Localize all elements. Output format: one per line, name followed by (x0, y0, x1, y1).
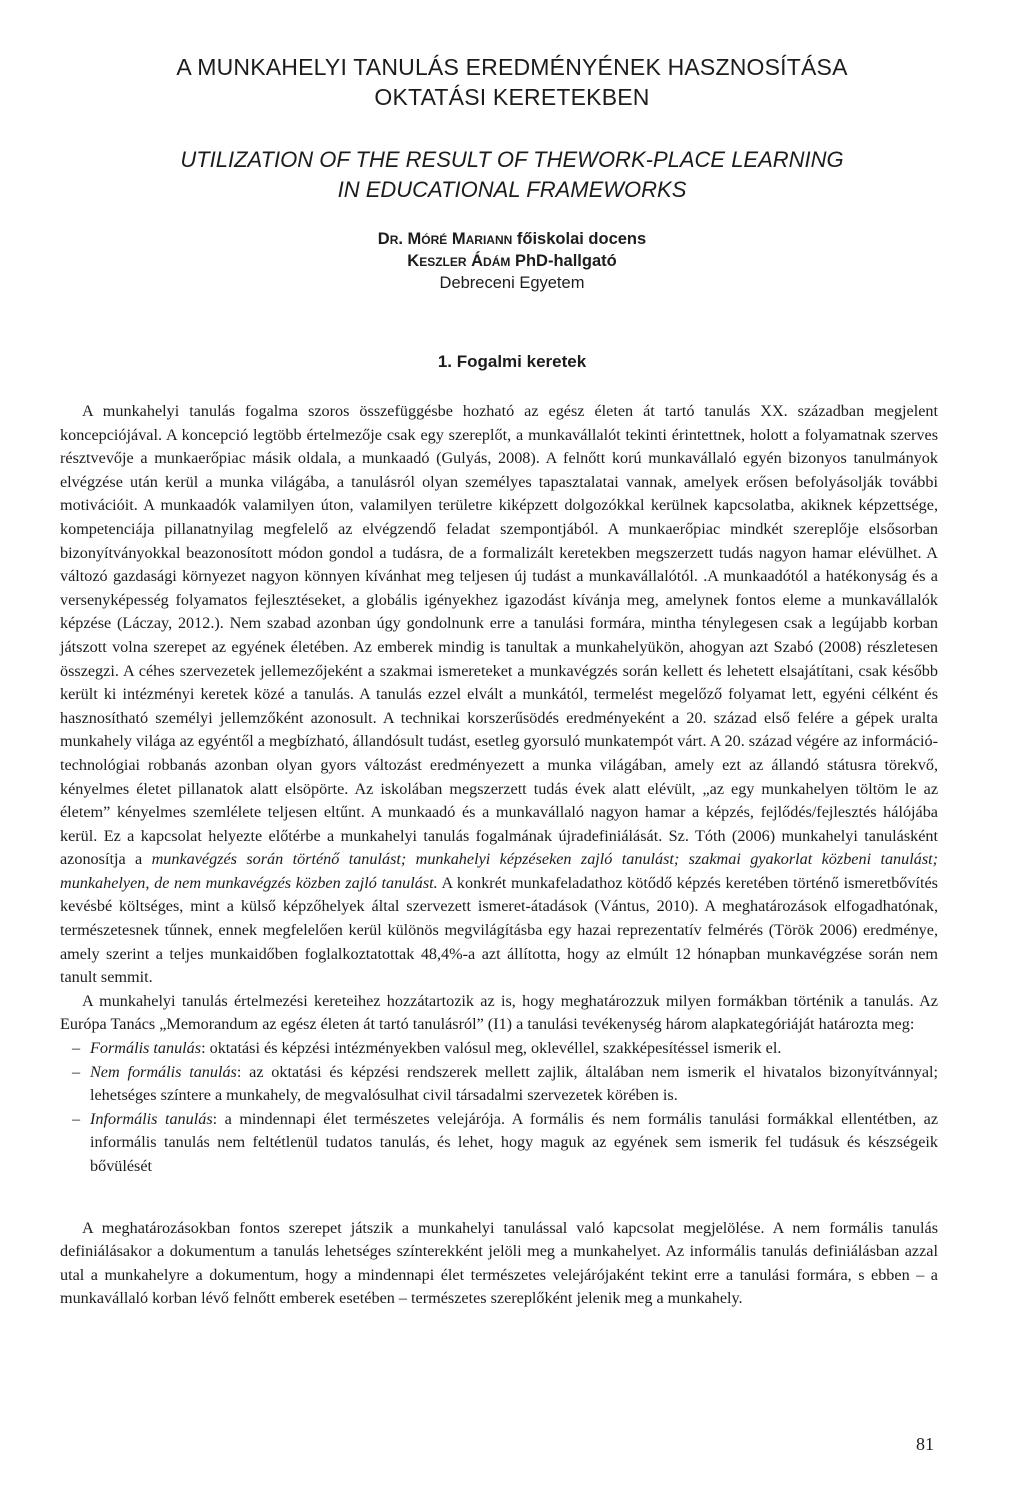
body-text (60, 400, 938, 1311)
paragraph-gap (60, 1179, 938, 1217)
paragraph-1-text: A munkahelyi tanulás fogalma szoros összefüggésbe hozható az egész életen át tartó tanulás XX. században megjelent koncepciójával. A koncepció legtöbb értelmezője csak egy szereplőt, a munkavállalót tekinti érintettnek, holott a folyamatnak szerves résztvevője a munkaerőpiac másik oldala, a munkaadó (Gulyás, 2008). A felnőtt korú munkavállaló egyén bizonyos tanulmányok elvégzése után kerül a munka világába, a tanulásról olyan személyes tapasztalatai vannak, amelyek erősen befolyásolják további motivációit. A munkaadók valamilyen úton, valamilyen területre kiképzett dolgozókkal kerülnek kapcsolatba, akiknek képzettsége, kompetenciája pillanatnyilag megfelelő az elvégzendő feladat szempontjából. A munkaerőpiac mindkét szereplője elsősorban bizonyítványokkal beazonosított módon gondol a tudásra, de a formalizált keretekben megszerzett tudás nagyon hamar elévülhet. A változó gazdasági környezet nagyon könnyen kívánhat meg teljesen új tudást a munkavállalótól. .A munkaadótól a hatékonyság és a versenyképesség folyamatos fejlesztéseket, a globális igényekhez igazodást kívánja meg, amelynek fontos eleme a munkavállalók képzése (Láczay, 2012.). Nem szabad azonban úgy gondolnunk erre a tanulási formára, mintha ténylegesen csak a legújabb korban játszott volna szerepet az egyének életében. Az emberek mindig is tanultak a munkahelyükön, ahogyan azt Szabó (2008) részletesen összegzi. A céhes szervezetek jellemezőjeként a szakmai ismereteket a munkavégzés során kellett és lehetett elsajátítani, csak később került ki intézményi keretek közé a tanulás. A tanulás ezzel elvált a munkától, termelést megelőző folyamat lett, egyéni célként és hasznosítható személyi jellemzőként azonosult. A technikai korszerűsödés eredményeként a 20. század első felére a gépek uralta munkahely világa az egyéntől a megbízható, állandósult tudást, esetleg gyorsuló munkatempót várt. A 20. század végére az információ-technológiai robbanás azonban olyan gyors változást eredményezett a munka világában, amely ezt az állandó státusra törekvő, kényelmes életet pillanatok alatt elsöpörte. Az iskolában megszerzett tudás évek alatt elévült, „az egy munkahelyen töltöm le az életem” kényelmes szemlélete teljesen eltűnt. A munkaadó és a munkavállaló nagyon hamar a képzés, fejlődés/fejlesztés hálójába kerül. Ez a kapcsolat helyezte előtérbe a munkahelyi tanulás fogalmának újradefiniálását. Sz. Tóth (2006) munkahelyi tanulásként azonosítja a (60, 402, 938, 869)
paragraph-1-italic: munkavégzés során történő tanulást; munkahelyi képzéseken zajló tanulást; szakmai gyakorlat közbeni tanulást; munkahelyen, de nem munkavégzés közben zajló tanulást. (60, 850, 939, 892)
definition-text: : az oktatási és képzési rendszerek mellett zajlik, általában nem ismerik el hivatalos bizonyítvánnyal; lehetséges színtere a munkahely, de megvalósulhat civil társadalmi szervezetek körében is. (90, 1062, 939, 1105)
title-english (90, 145, 934, 205)
paragraph-2: A munkahelyi tanulás értelmezési kereteihez hozzátartozik az is, hogy meghatározzuk milyen formákban történik a tanulás. Az Európa Tanács „Memorandum az egész életen át tartó tanulásról” (I1) a tanulási tevékenység három alapkategóriáját határozta meg: (60, 991, 938, 1034)
dash-bullet: – (72, 1109, 81, 1128)
author-1 (90, 228, 934, 250)
affiliation: Debreceni Egyetem (439, 274, 585, 292)
definition-list (60, 1037, 938, 1179)
title-hu-line-1: A MUNKAHELYI TANULÁS EREDMÉNYÉNEK HASZNOSÍTÁSA (176, 54, 848, 80)
title-hu-line-2: OKTATÁSI KERETEKBEN (374, 84, 650, 110)
paragraph-1-end: A konkrét munkafeladathoz kötődő képzés keretében történő ismeretbővítés kevésbé költséges, mint a külső képzőhelyek által szervezett ismeret-átadások (Vántus, 2010). A meghatározások elfogadhatónak, természetesnek tűnnek, ennek megfelelően kerül különös megvilágításba egy hazai reprezentatív felmérés (Török 2006) eredménye, amely szerint a teljes munkaidőben foglalkoztatottak 48,4%-a azt állította, hogy az elmúlt 12 hónapban munkavégzése során nem tanult semmit. (60, 873, 938, 987)
paragraph-1 (60, 400, 938, 990)
title-hungarian (90, 52, 934, 112)
definition-item (60, 1108, 938, 1179)
section-heading: 1. Fogalmi keretek (437, 352, 587, 371)
author-2-role: PhD-hallgató (514, 252, 617, 270)
definition-term: Formális tanulás (90, 1039, 202, 1058)
author-block (90, 228, 934, 294)
author-2 (90, 250, 934, 272)
definition-text: : oktatási és képzési intézményekben valósul meg, oklevéllel, szakképesítéssel ismerik el. (201, 1039, 782, 1058)
definition-term: Informális tanulás (90, 1109, 213, 1128)
definition-item (60, 1037, 938, 1061)
title-en-line-2: IN EDUCATIONAL FRAMEWORKS (337, 177, 687, 202)
paragraph-3: A meghatározásokban fontos szerepet játszik a munkahelyi tanulással való kapcsolat megjelölése. A nem formális tanulás definiálásakor a dokumentum a tanulás lehetséges színterekként jelöli meg a munkahelyet. Az informális tanulás definiálásban azzal utal a munkahelyre a dokumentum, hogy a mindennapi élet természetes velejárójaként tekint erre a tanulási formára, s ebben – a munkavállaló korban lévő felnőtt emberek esetében – természetes szereplőként jelenik meg a munkahely. (60, 1218, 938, 1308)
dash-bullet: – (72, 1062, 81, 1081)
author-1-role: főiskolai docens (516, 230, 647, 248)
page-number: 81 (916, 1434, 934, 1454)
definition-text: : a mindennapi élet természetes velejárója. A formális és nem formális tanulási formákkal ellentétben, az informális tanulás nem feltétlenül tudatos tanulás, és lehet, hogy maguk az egyének sem ismerik fel tudásuk és készségeik bővülését (90, 1109, 938, 1175)
author-2-name: Keszler Ádám (407, 252, 511, 270)
dash-bullet: – (72, 1039, 81, 1058)
author-1-name: Dr. Móré Mariann (377, 230, 513, 248)
definition-item (60, 1061, 938, 1108)
definition-term: Nem formális tanulás (90, 1062, 237, 1081)
title-en-line-1: UTILIZATION OF THE RESULT OF THEWORK-PLACE LEARNING (180, 147, 844, 172)
